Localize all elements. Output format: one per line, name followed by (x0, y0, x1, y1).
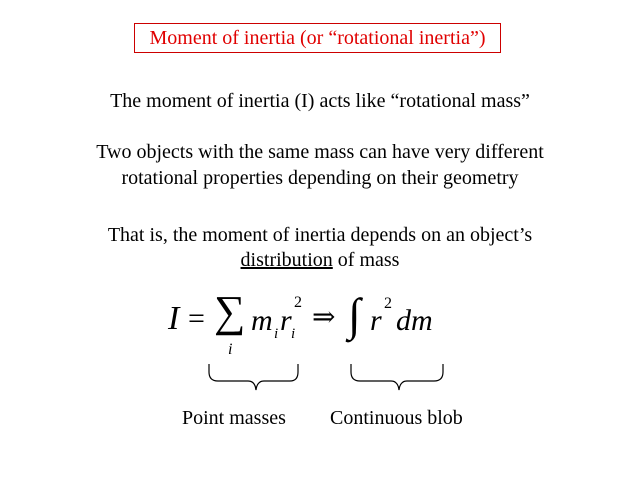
label-point-masses: Point masses (182, 407, 286, 429)
eq-integral-symbol: ∫ (348, 289, 361, 340)
eq-r-superscript: 2 (294, 294, 302, 311)
label-continuous-blob: Continuous blob (330, 407, 463, 429)
eq-integrand-superscript: 2 (384, 295, 392, 312)
eq-lhs-I: I (168, 300, 180, 337)
eq-summation-symbol: ∑ (214, 287, 246, 336)
slide-title: Moment of inertia (or “rotational inertia”) (134, 23, 501, 53)
underlined-distribution: distribution (240, 249, 333, 271)
eq-m-subscript: i (274, 326, 279, 342)
statement-objects-line2: rotational properties depending on their geometry (121, 167, 519, 189)
eq-integrand-r: r (370, 304, 382, 337)
eq-r-subscript: i (291, 326, 296, 342)
statement-rotational-mass: The moment of inertia (I) acts like “rotational mass” (110, 90, 530, 112)
eq-implies-arrow: ⇒ (312, 302, 336, 333)
statement-distribution-line1: That is, the moment of inertia depends on an object’s (107, 224, 533, 246)
distribution-rest: of mass (332, 249, 400, 271)
eq-equals: = (188, 302, 205, 335)
eq-m: m (251, 304, 273, 337)
eq-sum-index: i (228, 341, 233, 358)
left-underbrace (209, 364, 298, 390)
eq-dm: dm (396, 304, 433, 337)
statement-objects-line1: Two objects with the same mass can have very different (96, 141, 544, 163)
right-underbrace (351, 364, 443, 390)
eq-r: r (280, 304, 292, 337)
